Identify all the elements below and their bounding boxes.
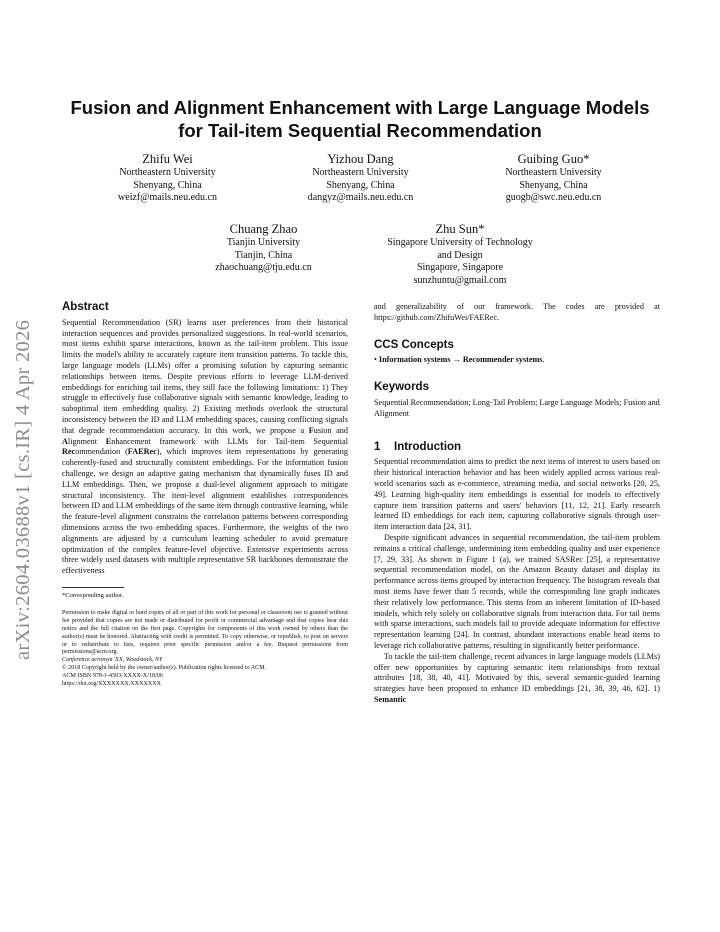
author-block bbox=[471, 152, 636, 205]
author-email: guogb@swc.neu.edu.cn bbox=[505, 192, 602, 203]
right-column bbox=[374, 302, 660, 706]
abstract-text-part: nhancement framework with LLMs for Tail-item Sequential bbox=[111, 436, 348, 446]
author-email: weizf@mails.neu.edu.cn bbox=[118, 192, 217, 203]
author-name: Yizhou Dang bbox=[327, 152, 394, 166]
abstract-text bbox=[62, 318, 348, 577]
author-name: Guibing Guo* bbox=[517, 152, 590, 166]
author-affiliation: Northeastern University bbox=[505, 167, 602, 178]
isbn-line: ACM ISBN 978-1-4503-XXXX-X/18/06 bbox=[62, 672, 163, 679]
author-location: Singapore, Singapore bbox=[416, 262, 504, 273]
intro-text-part: To tackle the tail-item challenge, recent advances in large language models (LLMs) offer new opportunities by capturing semantic item relationships from textual attributes [18, 38, 40, 41]. Motivated by this, several semantic-guided learning strategies have been proposed to enhance ID embeddings [21, 38, 39, 46, 62]. 1) bbox=[374, 651, 660, 694]
author-name: Chuang Zhao bbox=[229, 222, 298, 236]
abstract-text-part: A bbox=[62, 436, 68, 446]
author-affiliation: Singapore University of Technology bbox=[387, 237, 533, 248]
ccs-end: . bbox=[542, 355, 545, 365]
author-location: Shenyang, China bbox=[519, 179, 588, 191]
abstract-text-part: FAERec bbox=[127, 447, 157, 457]
abstract-text-part: Rec bbox=[62, 447, 76, 457]
author-affiliation: Tianjin University bbox=[226, 237, 301, 248]
doi-line: https://doi.org/XXXXXXX.XXXXXXX bbox=[62, 680, 162, 687]
intro-paragraph bbox=[374, 652, 660, 706]
author-block bbox=[370, 222, 550, 287]
footnote: *Corresponding author. bbox=[62, 591, 124, 599]
author-block bbox=[85, 152, 250, 205]
paper-title: Fusion and Alignment Enhancement with Large Language Models for Tail-item Sequential Recommendation bbox=[70, 97, 650, 141]
abstract-text-part: lignment bbox=[67, 436, 106, 446]
intro-paragraph: Sequential recommendation aims to predict the next items of interest to users based on their historical interaction behavior and has been widely applied across various real-world scenarios such as e-commerce, streaming media, and social networks [20, 25, 49]. Learning high-quality item embeddings is essential for models to effectively capture item transition patterns and users' behaviors [11, 12, 21]. Early research learned ID embeddings for each item, capturing collaborative signals through user-item interaction data [24, 31]. bbox=[374, 457, 660, 532]
intro-heading bbox=[374, 442, 660, 453]
abstract-text-part: ), which improves item representations by generating coherently-fused and structurally consistent embeddings. For the information fusion challenge, we design an adaptive gating mechanism that dynamically fuses ID and LLM embeddings. Then, we propose a dual-level alignment approach to mitigate structural inconsistency. The item-level alignment establishes correspondences between ID and LLM embeddings of the same item through contrastive learning, while the feature-level alignment constrains the correlation patterns between corresponding dimensions across the two embedding spaces. Furthermore, the weights of the two alignments are adjusted by a curriculum learning scheduler to avoid premature optimization of the complex feature-level objective. Extensive experiments across three widely used datasets with multiple representative SR backbones demonstrate the effectiveness bbox=[62, 447, 348, 576]
author-block bbox=[181, 222, 346, 275]
author-name: Zhu Sun* bbox=[435, 222, 485, 236]
abstract-text-part: Sequential Recommendation (SR) learns user preferences from their historical interaction sequences and provides personalized suggestions. In real-world scenarios, most items exhibit sparse interactions, known as the tail-item problem. This issue limits the model's ability to accurately capture item transition patterns. To tackle this, large language models (LLMs) offer a promising solution by capturing semantic relationships between items. Despite previous efforts to leverage LLM-derived embeddings for enriching tail items, they still face the following limitations: 1) They struggle to effectively fuse collaborative signals with semantic knowledge, leading to suboptimal item embedding quality. 2) Existing methods overlook the structural inconsistency between the ID and LLM embedding spaces, causing conflicting signals that degrade recommendation accuracy. In this work, we propose a bbox=[62, 317, 348, 435]
arxiv-identifier: arXiv:2604.03688v1 [cs.IR] 4 Apr 2026 bbox=[12, 319, 34, 660]
intro-paragraph: Despite significant advances in sequential recommendation, the tail-item problem remains a critical challenge, undermining item embedding quality and user experience [7, 29, 33]. As shown in Figure 1 (a), we trained SASRec [25], a representative sequential recommendation model, on the Amazon Beauty dataset and display its performance across items grouped by interaction frequency. The histogram reveals that most items have fewer than 5 records, while the corresponding line graph indicates their relatively low performance. This stems from an inherent limitation of ID-based models, which rely solely on collaborative signals from interaction data. For tail items with sparse interactions, such models fail to provide adequate information for effective representation learning [24]. In contrast, abundant interactions enable head items to leverage rich collaborative patterns, resulting in significantly better performance. bbox=[374, 532, 660, 650]
author-affiliation: Northeastern University bbox=[119, 167, 216, 178]
keywords-heading: Keywords bbox=[374, 381, 429, 394]
abstract-text-part: E bbox=[105, 436, 112, 446]
intro-text-part: Semantic bbox=[374, 694, 407, 704]
ccs-concepts bbox=[374, 355, 660, 366]
author-email: dangyz@mails.neu.edu.cn bbox=[307, 192, 414, 203]
ccs-item: Information systems → Recommender systems bbox=[378, 355, 543, 365]
keywords-text: Sequential Recommendation; Long-Tail Problem; Large Language Models; Fusion and Alignment bbox=[374, 397, 660, 418]
abstract-heading: Abstract bbox=[62, 301, 109, 313]
ccs-bullet: • bbox=[374, 355, 379, 365]
abstract-text-part: ommendation ( bbox=[75, 447, 128, 457]
permission-block bbox=[62, 610, 348, 688]
author-location: Shenyang, China bbox=[326, 179, 395, 191]
ccs-heading: CCS Concepts bbox=[374, 338, 454, 351]
author-email: zhaochuang@tju.edu.cn bbox=[215, 262, 312, 273]
abstract-text-part: F bbox=[308, 425, 314, 435]
author-location: Tianjin, China bbox=[234, 249, 293, 261]
author-affiliation-cont: and Design bbox=[437, 249, 483, 261]
abstract-continuation: and generalizability of our framework. The codes are provided at https://github.com/ZhifuWei/FAERec. bbox=[374, 302, 660, 322]
permission-text: Permission to make digital or hard copies of all or part of this work for personal or classroom use is granted without fee provided that copies are not made or distributed for profit or commercial advantage and that copies bear this notice and the full citation on the first page. Copyrights for components of this work owned by others than the author(s) must be honored. Abstracting with credit is permitted. To copy otherwise, or republish, to post on servers or to redistribute to lists, requires prior specific permission and/or a fee. Request permissions from permissions@acm.org. bbox=[62, 610, 348, 656]
author-name: Zhifu Wei bbox=[142, 152, 193, 166]
author-affiliation: Northeastern University bbox=[312, 167, 409, 178]
section-number: 1 bbox=[374, 440, 381, 453]
author-location: Shenyang, China bbox=[133, 179, 202, 191]
copyright-line: © 2018 Copyright held by the owner/author(s). Publication rights licensed to ACM. bbox=[62, 665, 267, 671]
abstract-text-part: usion and bbox=[313, 425, 348, 435]
section-title: Introduction bbox=[394, 440, 462, 453]
author-block bbox=[278, 152, 443, 205]
conference-info: Conference acronym 'XX, Woodstock, NY bbox=[62, 657, 163, 664]
footnote-divider bbox=[62, 587, 124, 588]
left-column bbox=[62, 302, 348, 688]
author-email: sunzhuntu@gmail.com bbox=[413, 274, 507, 286]
